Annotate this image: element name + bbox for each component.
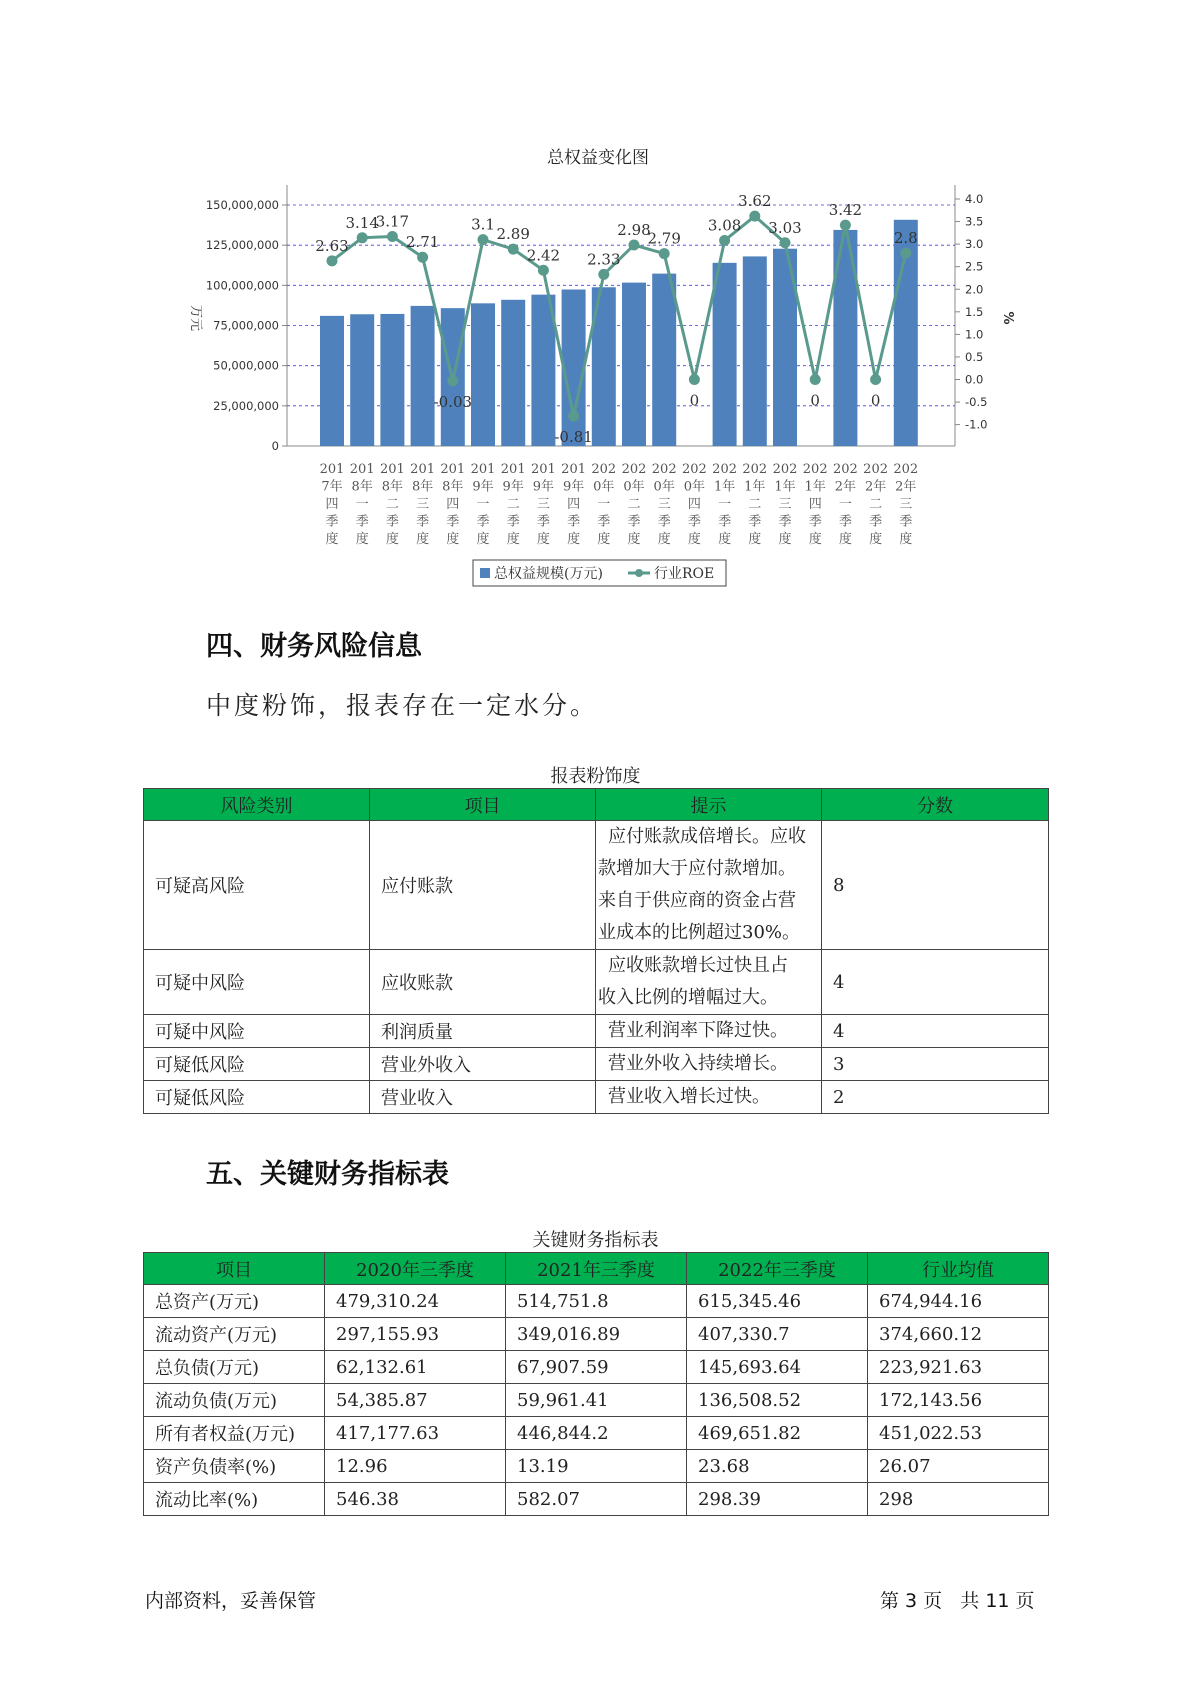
kpi-value: 23.68 xyxy=(687,1450,868,1483)
x-tick-label: 四 xyxy=(446,497,460,512)
x-tick-label: 一 xyxy=(838,497,852,512)
header-risk-category: 风险类别 xyxy=(144,789,370,821)
roe-point xyxy=(900,248,911,259)
roe-data-label: 2.89 xyxy=(496,225,530,244)
roe-point xyxy=(870,374,881,385)
bar xyxy=(743,256,767,446)
x-tick-label: 9年 xyxy=(502,479,524,495)
x-tick-label: 季 xyxy=(627,514,641,530)
bar xyxy=(471,303,495,446)
roe-data-label: 2.42 xyxy=(526,246,561,265)
kpi-value: 12.96 xyxy=(325,1450,506,1483)
x-tick-label: 季 xyxy=(355,514,369,530)
roe-data-label: 2.8 xyxy=(893,229,918,248)
risk-table xyxy=(143,788,1049,1114)
risk-item: 利润质量 xyxy=(370,1015,596,1048)
bar xyxy=(501,300,525,446)
legend-line-marker xyxy=(635,569,643,577)
x-tick-label: 0年 xyxy=(593,479,615,495)
table-row xyxy=(144,1285,1049,1318)
x-tick-label: 一 xyxy=(597,497,611,512)
table-row xyxy=(144,1048,1049,1081)
y2-tick-label: -1.0 xyxy=(965,417,988,432)
y2-tick-label: -0.5 xyxy=(965,395,988,410)
risk-tip-line: 营业利润率下降过快。 xyxy=(608,1020,788,1041)
roe-point xyxy=(538,265,549,276)
roe-point xyxy=(780,237,791,248)
x-tick-label: 度 xyxy=(718,532,732,547)
y2-tick-label: 2.5 xyxy=(965,259,984,274)
x-tick-label: 8年 xyxy=(381,479,404,495)
x-tick-label: 2年 xyxy=(834,479,857,495)
y2-tick-label: 3.0 xyxy=(965,237,984,252)
x-tick-label: 度 xyxy=(899,532,913,547)
kpi-label: 总负债(万元) xyxy=(144,1351,325,1384)
x-tick-label: 度 xyxy=(748,532,762,547)
roe-data-label: -0.03 xyxy=(433,392,473,411)
x-tick-label: 季 xyxy=(506,514,520,530)
risk-tip-line: 应收账款增长过快且占 xyxy=(608,955,788,976)
table-row xyxy=(144,1318,1049,1351)
risk-item: 营业外收入 xyxy=(370,1048,596,1081)
x-tick-label: 二 xyxy=(748,497,762,512)
kpi-value: 172,143.56 xyxy=(868,1384,1049,1417)
legend-line-label: 行业ROE xyxy=(654,566,715,582)
header-industry-avg: 行业均值 xyxy=(868,1253,1049,1285)
table-row xyxy=(144,1081,1049,1114)
x-tick-label: 季 xyxy=(808,514,822,530)
kpi-value: 469,651.82 xyxy=(687,1417,868,1450)
bar xyxy=(350,314,374,446)
header-score: 分数 xyxy=(822,789,1049,821)
kpi-label: 所有者权益(万元) xyxy=(144,1417,325,1450)
kpi-label: 流动负债(万元) xyxy=(144,1384,325,1417)
table-row xyxy=(144,950,1049,1015)
header-2022-q3: 2022年三季度 xyxy=(687,1253,868,1285)
x-tick-label: 季 xyxy=(416,514,430,530)
bar xyxy=(562,290,586,446)
roe-data-label: 0 xyxy=(870,391,881,410)
risk-score: 2 xyxy=(822,1081,1049,1114)
risk-tip xyxy=(596,821,822,950)
kpi-label: 流动资产(万元) xyxy=(144,1318,325,1351)
risk-tip-line: 应付账款成倍增长。应收 xyxy=(608,826,806,847)
x-tick-label: 季 xyxy=(325,514,339,530)
x-tick-label: 202 xyxy=(681,462,707,477)
roe-point xyxy=(749,211,760,222)
x-tick-label: 度 xyxy=(567,532,581,547)
roe-data-label: 3.03 xyxy=(768,218,802,237)
table-row xyxy=(144,1483,1049,1516)
x-tick-label: 201 xyxy=(470,462,496,477)
x-tick-label: 二 xyxy=(506,497,520,512)
risk-category: 可疑中风险 xyxy=(144,950,370,1015)
x-tick-label: 度 xyxy=(597,532,611,547)
kpi-value: 223,921.63 xyxy=(868,1351,1049,1384)
x-tick-label: 三 xyxy=(899,497,913,512)
x-tick-label: 8年 xyxy=(442,479,464,495)
chart-title: 总权益变化图 xyxy=(547,148,649,168)
y2-tick-label: 0.0 xyxy=(965,372,984,387)
x-tick-label: 二 xyxy=(385,497,399,512)
x-tick-label: 度 xyxy=(657,532,671,547)
x-tick-label: 201 xyxy=(410,462,436,477)
x-tick-label: 8年 xyxy=(351,479,373,495)
x-tick-label: 1年 xyxy=(713,479,736,495)
roe-point xyxy=(598,269,609,280)
header-tip: 提示 xyxy=(596,789,822,821)
roe-data-label: 0 xyxy=(689,391,700,410)
x-tick-label: 201 xyxy=(500,462,526,477)
x-tick-label: 季 xyxy=(446,514,460,530)
section-4-title: 四、财务风险信息 xyxy=(206,631,422,662)
x-tick-label: 202 xyxy=(893,462,919,477)
x-tick-label: 度 xyxy=(355,532,369,547)
kpi-value: 67,907.59 xyxy=(506,1351,687,1384)
risk-score: 3 xyxy=(822,1048,1049,1081)
x-tick-label: 202 xyxy=(742,462,768,477)
risk-score: 8 xyxy=(822,821,1049,950)
y-tick-label: 150,000,000 xyxy=(205,198,279,212)
roe-point xyxy=(478,234,489,245)
y2-axis-label: % xyxy=(1000,311,1015,325)
y-tick-label: 50,000,000 xyxy=(213,358,279,373)
x-tick-label: 0年 xyxy=(683,479,706,495)
x-tick-label: 四 xyxy=(687,497,701,512)
risk-table-header xyxy=(144,789,1049,821)
kpi-label: 资产负债率(%) xyxy=(144,1450,325,1483)
table-row xyxy=(144,1384,1049,1417)
y-tick-label: 125,000,000 xyxy=(205,238,279,253)
risk-tip-line: 业成本的比例超过30%。 xyxy=(598,922,801,943)
kpi-value: 582.07 xyxy=(506,1483,687,1516)
x-tick-label: 一 xyxy=(718,497,732,512)
section-5-title: 五、关键财务指标表 xyxy=(206,1159,449,1190)
risk-tip xyxy=(596,1015,822,1048)
kpi-value: 514,751.8 xyxy=(506,1285,687,1318)
x-tick-label: 季 xyxy=(385,514,399,530)
roe-data-label: 3.14 xyxy=(345,213,379,232)
x-tick-label: 度 xyxy=(627,532,641,547)
risk-tip xyxy=(596,1048,822,1081)
kpi-value: 374,660.12 xyxy=(868,1318,1049,1351)
x-tick-label: 三 xyxy=(778,497,792,512)
roe-point xyxy=(659,248,670,259)
table-row xyxy=(144,1351,1049,1384)
risk-item: 营业收入 xyxy=(370,1081,596,1114)
roe-point xyxy=(689,374,700,385)
x-tick-label: 202 xyxy=(802,462,828,477)
risk-item: 应收账款 xyxy=(370,950,596,1015)
y-tick-label: 0 xyxy=(271,439,279,453)
x-tick-label: 四 xyxy=(567,497,581,512)
x-tick-label: 201 xyxy=(561,462,587,477)
x-tick-label: 202 xyxy=(863,462,889,477)
bar xyxy=(622,283,646,446)
kpi-value: 546.38 xyxy=(325,1483,506,1516)
roe-point xyxy=(447,375,458,386)
equity-chart-svg xyxy=(0,0,1191,600)
x-tick-label: 202 xyxy=(591,462,617,477)
x-tick-label: 季 xyxy=(567,514,581,530)
roe-point xyxy=(810,374,821,385)
x-tick-label: 202 xyxy=(832,462,858,477)
kpi-value: 62,132.61 xyxy=(325,1351,506,1384)
y2-tick-label: 2.0 xyxy=(965,282,984,297)
roe-point xyxy=(417,252,428,263)
kpi-value: 54,385.87 xyxy=(325,1384,506,1417)
kpi-value: 136,508.52 xyxy=(687,1384,868,1417)
kpi-value: 59,961.41 xyxy=(506,1384,687,1417)
x-tick-label: 9年 xyxy=(562,479,585,495)
kpi-value: 615,345.46 xyxy=(687,1285,868,1318)
kpi-value: 407,330.7 xyxy=(687,1318,868,1351)
x-tick-label: 季 xyxy=(718,514,732,530)
x-tick-label: 1年 xyxy=(804,479,826,495)
x-tick-label: 2年 xyxy=(895,479,917,495)
x-tick-label: 度 xyxy=(385,532,399,547)
kpi-value: 479,310.24 xyxy=(325,1285,506,1318)
x-tick-label: 8年 xyxy=(411,479,434,495)
x-tick-label: 三 xyxy=(536,497,550,512)
roe-data-label: 3.42 xyxy=(828,201,863,220)
kpi-value: 13.19 xyxy=(506,1450,687,1483)
x-tick-label: 三 xyxy=(416,497,430,512)
x-tick-label: 三 xyxy=(657,497,671,512)
roe-data-label: 3.1 xyxy=(471,215,495,234)
bar xyxy=(320,316,344,446)
risk-tip xyxy=(596,1081,822,1114)
risk-score: 4 xyxy=(822,950,1049,1015)
roe-data-label: 2.63 xyxy=(315,236,349,255)
x-tick-label: 季 xyxy=(899,514,913,530)
y2-tick-label: 0.5 xyxy=(965,349,984,364)
kpi-value: 298.39 xyxy=(687,1483,868,1516)
table-row xyxy=(144,1015,1049,1048)
x-tick-label: 度 xyxy=(416,532,430,547)
x-tick-label: 度 xyxy=(506,532,520,547)
x-tick-label: 9年 xyxy=(532,479,555,495)
kpi-value: 674,944.16 xyxy=(868,1285,1049,1318)
bar xyxy=(380,314,404,446)
x-tick-label: 季 xyxy=(838,514,852,530)
risk-score: 4 xyxy=(822,1015,1049,1048)
x-tick-label: 季 xyxy=(748,514,762,530)
roe-point xyxy=(327,255,338,266)
y2-tick-label: 1.0 xyxy=(965,327,984,342)
y-tick-label: 25,000,000 xyxy=(213,398,279,413)
bar xyxy=(713,263,737,446)
footer-page-number: 第 3 页 共 11 页 xyxy=(880,1590,1035,1612)
x-tick-label: 2年 xyxy=(864,479,887,495)
risk-tip-line: 营业外收入持续增长。 xyxy=(608,1053,788,1074)
roe-data-label: 2.79 xyxy=(647,229,681,248)
kpi-value: 145,693.64 xyxy=(687,1351,868,1384)
x-tick-label: 度 xyxy=(687,532,701,547)
x-tick-label: 201 xyxy=(319,462,345,477)
y2-tick-label: 4.0 xyxy=(965,192,984,206)
header-2020-q3: 2020年三季度 xyxy=(325,1253,506,1285)
bar xyxy=(652,274,676,446)
x-tick-label: 202 xyxy=(772,462,798,477)
x-tick-label: 7年 xyxy=(321,479,343,495)
kpi-value: 451,022.53 xyxy=(868,1417,1049,1450)
risk-category: 可疑低风险 xyxy=(144,1081,370,1114)
kpi-value: 446,844.2 xyxy=(506,1417,687,1450)
legend-bar-label: 总权益规模(万元) xyxy=(494,566,603,582)
risk-category: 可疑高风险 xyxy=(144,821,370,950)
x-tick-label: 季 xyxy=(657,514,671,530)
table-row xyxy=(144,1450,1049,1483)
x-tick-label: 度 xyxy=(446,532,460,547)
x-tick-label: 二 xyxy=(627,497,641,512)
x-tick-label: 度 xyxy=(808,532,822,547)
kpi-value: 417,177.63 xyxy=(325,1417,506,1450)
kpi-value: 349,016.89 xyxy=(506,1318,687,1351)
roe-point xyxy=(568,411,579,422)
risk-category: 可疑中风险 xyxy=(144,1015,370,1048)
kpi-table-header xyxy=(144,1253,1049,1285)
kpi-label: 流动比率(%) xyxy=(144,1483,325,1516)
x-tick-label: 202 xyxy=(621,462,647,477)
x-tick-label: 201 xyxy=(440,462,466,477)
roe-data-label: 3.62 xyxy=(738,192,772,211)
roe-data-label: 2.98 xyxy=(617,221,651,240)
kpi-value: 298 xyxy=(868,1483,1049,1516)
equity-chart xyxy=(0,0,1191,600)
x-tick-label: 202 xyxy=(651,462,677,477)
roe-point xyxy=(387,231,398,242)
x-tick-label: 201 xyxy=(379,462,405,477)
risk-summary: 中度粉饰，报表存在一定水分。 xyxy=(206,691,599,720)
kpi-table xyxy=(143,1252,1049,1516)
x-tick-label: 9年 xyxy=(472,479,494,495)
roe-data-label: 2.71 xyxy=(405,233,440,252)
roe-point xyxy=(629,240,640,251)
risk-tip xyxy=(596,950,822,1015)
y-tick-label: 75,000,000 xyxy=(213,318,279,333)
risk-tip-line: 营业收入增长过快。 xyxy=(608,1086,770,1107)
roe-data-label: 3.08 xyxy=(707,216,742,235)
x-tick-label: 1年 xyxy=(744,479,766,495)
x-tick-label: 季 xyxy=(476,514,490,530)
risk-category: 可疑低风险 xyxy=(144,1048,370,1081)
x-tick-label: 季 xyxy=(869,514,883,530)
table-row xyxy=(144,821,1049,950)
x-tick-label: 度 xyxy=(778,532,792,547)
footer-confidential: 内部资料，妥善保管 xyxy=(145,1590,317,1612)
x-tick-label: 度 xyxy=(476,532,490,547)
x-tick-label: 201 xyxy=(530,462,556,477)
x-tick-label: 季 xyxy=(687,514,701,530)
x-tick-label: 0年 xyxy=(623,479,645,495)
x-tick-label: 二 xyxy=(869,497,883,512)
x-tick-label: 季 xyxy=(536,514,550,530)
x-tick-label: 四 xyxy=(808,497,822,512)
header-item: 项目 xyxy=(144,1253,325,1285)
roe-point xyxy=(719,235,730,246)
x-tick-label: 季 xyxy=(778,514,792,530)
roe-point xyxy=(357,232,368,243)
risk-tip-line: 来自于供应商的资金占营 xyxy=(598,890,796,911)
header-2021-q3: 2021年三季度 xyxy=(506,1253,687,1285)
header-item: 项目 xyxy=(370,789,596,821)
table-row xyxy=(144,1417,1049,1450)
legend-bar-swatch xyxy=(480,568,490,578)
risk-tip-line: 款增加大于应付款增加。 xyxy=(598,858,796,879)
x-tick-label: 季 xyxy=(597,514,611,530)
risk-tip-line: 收入比例的增幅过大。 xyxy=(598,987,778,1008)
roe-point xyxy=(508,244,519,255)
x-tick-label: 一 xyxy=(476,497,490,512)
roe-data-label: 3.17 xyxy=(375,212,410,231)
kpi-table-caption: 关键财务指标表 xyxy=(532,1230,659,1251)
x-tick-label: 度 xyxy=(536,532,550,547)
x-tick-label: 度 xyxy=(325,532,339,547)
x-tick-label: 一 xyxy=(355,497,369,512)
x-tick-label: 1年 xyxy=(774,479,796,495)
roe-data-label: 2.33 xyxy=(587,250,621,269)
x-tick-label: 0年 xyxy=(653,479,675,495)
x-tick-label: 四 xyxy=(325,497,339,512)
y2-tick-label: 3.5 xyxy=(965,214,984,229)
y-tick-label: 100,000,000 xyxy=(205,278,279,293)
kpi-label: 总资产(万元) xyxy=(144,1285,325,1318)
roe-point xyxy=(840,220,851,231)
bar xyxy=(411,306,435,446)
x-tick-label: 202 xyxy=(712,462,738,477)
roe-data-label: -0.81 xyxy=(554,428,593,447)
kpi-value: 26.07 xyxy=(868,1450,1049,1483)
risk-table-caption: 报表粉饰度 xyxy=(550,766,641,787)
risk-item: 应付账款 xyxy=(370,821,596,950)
y-axis-label: 万元 xyxy=(188,304,203,332)
x-tick-label: 度 xyxy=(869,532,883,547)
y2-tick-label: 1.5 xyxy=(965,304,984,319)
x-tick-label: 201 xyxy=(349,462,375,477)
roe-data-label: 0 xyxy=(810,391,820,410)
x-tick-label: 度 xyxy=(838,532,852,547)
kpi-value: 297,155.93 xyxy=(325,1318,506,1351)
